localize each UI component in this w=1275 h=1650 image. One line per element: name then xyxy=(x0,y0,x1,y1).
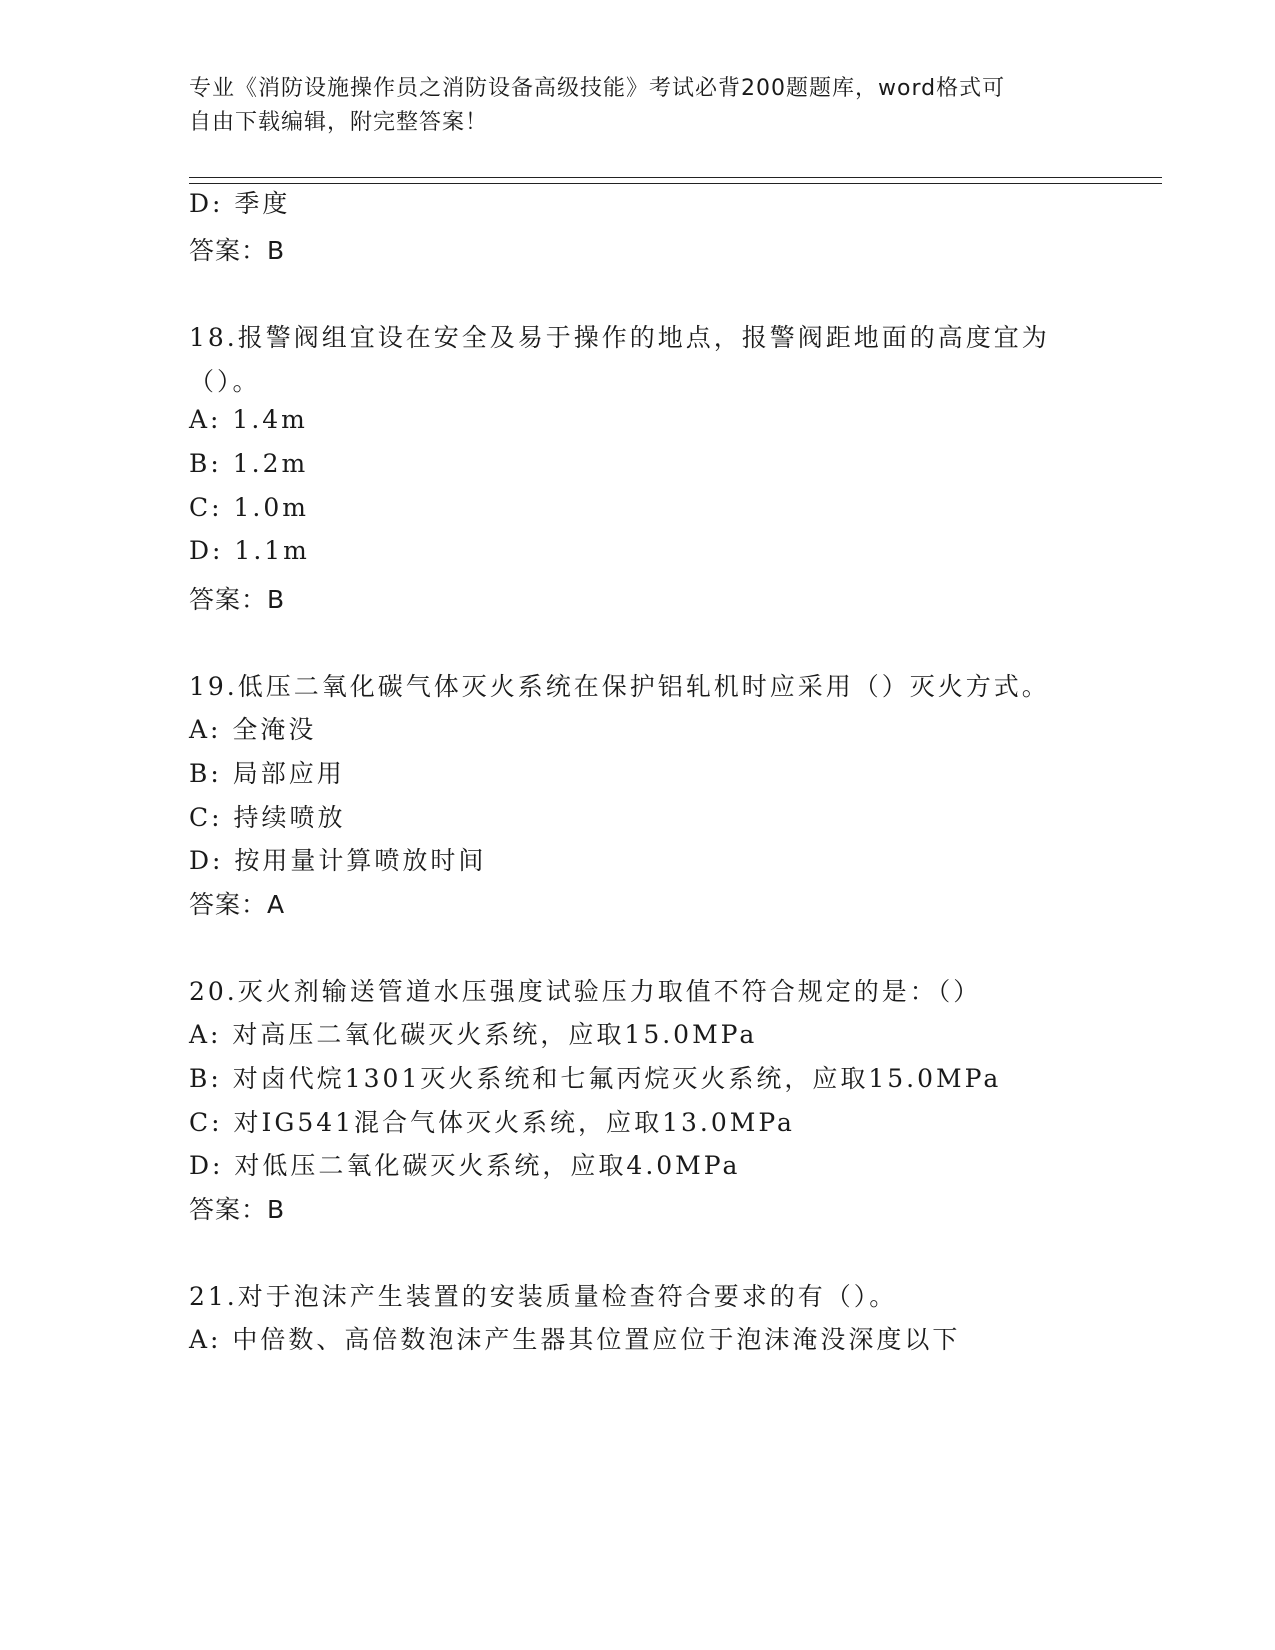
question-20-option-d: D: 对低压二氧化碳灭火系统，应取4.0MPa xyxy=(189,1151,741,1180)
question-18-stem-continued: （）。 xyxy=(189,367,261,396)
question-20-stem: 20.灭火剂输送管道水压强度试验压力取值不符合规定的是：（） xyxy=(189,977,982,1006)
header-rule-top xyxy=(189,177,1162,178)
question-19-option-a: A: 全淹没 xyxy=(189,715,317,744)
question-18-option-c: C: 1.0m xyxy=(189,493,309,522)
question-18-option-d: D: 1.1m xyxy=(189,536,310,565)
question-18-option-b: B: 1.2m xyxy=(189,449,309,478)
question-19-stem: 19.低压二氧化碳气体灭火系统在保护铝轧机时应采用（）灭火方式。 xyxy=(189,672,1050,701)
question-20-option-c: C: 对IG541混合气体灭火系统，应取13.0MPa xyxy=(189,1108,795,1137)
question-18-option-a: A: 1.4m xyxy=(189,405,308,434)
question-21-stem: 21.对于泡沫产生装置的安装质量检查符合要求的有（）。 xyxy=(189,1282,898,1311)
question-19-option-b: B: 局部应用 xyxy=(189,759,345,788)
question-20-answer: 答案：B xyxy=(189,1195,286,1224)
question-19-option-d: D: 按用量计算喷放时间 xyxy=(189,846,487,875)
question-20-option-b: B: 对卤代烷1301灭火系统和七氟丙烷灭火系统，应取15.0MPa xyxy=(189,1064,1002,1093)
question-20-option-a: A: 对高压二氧化碳灭火系统，应取15.0MPa xyxy=(189,1020,758,1049)
option-d: D: 季度 xyxy=(189,189,291,218)
question-18-answer: 答案：B xyxy=(189,585,286,614)
question-19-answer: 答案：A xyxy=(189,890,286,919)
document-header: 专业《消防设施操作员之消防设备高级技能》考试必背200题题库，word格式可 自由下载编辑，附完整答案！ xyxy=(189,76,1006,135)
answer: 答案：B xyxy=(189,236,286,265)
question-18-stem: 18.报警阀组宜设在安全及易于操作的地点，报警阀距地面的高度宜为 xyxy=(189,323,1050,352)
header-rule-bottom xyxy=(189,183,1162,184)
question-19-option-c: C: 持续喷放 xyxy=(189,803,346,832)
question-21-option-a: A: 中倍数、高倍数泡沫产生器其位置应位于泡沫淹没深度以下 xyxy=(189,1325,961,1354)
